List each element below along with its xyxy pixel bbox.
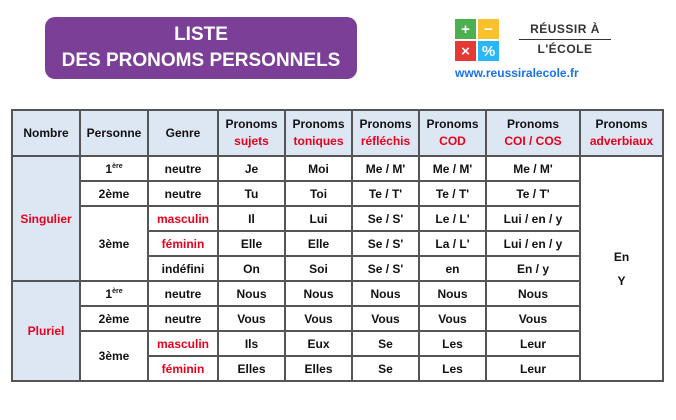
cell-genre: indéfini <box>149 257 217 280</box>
cell-coi: Lui / en / y <box>487 207 579 230</box>
cell-tonique: Vous <box>286 307 351 330</box>
table-row <box>13 157 662 180</box>
logo-divider <box>519 39 611 40</box>
header-adverbiaux-top: Pronoms <box>595 117 648 131</box>
cell-coi: Vous <box>487 307 579 330</box>
header-cod-top: Pronoms <box>426 117 479 131</box>
cell-genre: neutre <box>149 307 217 330</box>
cell-reflechi: Me / M' <box>353 157 418 180</box>
cell-coi: En / y <box>487 257 579 280</box>
header-reflechis-top: Pronoms <box>359 117 412 131</box>
cell-tonique: Moi <box>286 157 351 180</box>
cell-coi: Te / T' <box>487 182 579 205</box>
header-reflechis-bottom: réfléchis <box>360 134 411 148</box>
header-reflechis <box>353 111 418 155</box>
cell-sujet: Je <box>219 157 284 180</box>
cell-coi: Lui / en / y <box>487 232 579 255</box>
logo-name <box>515 21 615 58</box>
title-line-2: DES PRONOMS PERSONNELS <box>61 50 341 71</box>
cell-genre: masculin <box>149 332 217 355</box>
cell-reflechi: Se / S' <box>353 207 418 230</box>
cell-tonique: Lui <box>286 207 351 230</box>
cell-reflechi: Vous <box>353 307 418 330</box>
logo-url: www.reussiralecole.fr <box>455 66 579 80</box>
pronouns-table <box>11 109 664 382</box>
table-row <box>13 182 662 205</box>
cell-reflechi: Se <box>353 357 418 380</box>
cell-reflechi: Te / T' <box>353 182 418 205</box>
cell-cod: Les <box>420 357 485 380</box>
personne-3: 3ème <box>81 207 147 280</box>
cell-sujet: Elles <box>219 357 284 380</box>
header-genre: Genre <box>149 111 217 155</box>
cell-genre: neutre <box>149 182 217 205</box>
header-coi-top: Pronoms <box>506 117 559 131</box>
header-row <box>13 111 662 155</box>
cell-sujet: Vous <box>219 307 284 330</box>
personne-2: 2ème <box>81 307 147 330</box>
personne-1 <box>81 282 147 305</box>
cell-sujet: Ils <box>219 332 284 355</box>
cell-sujet: Nous <box>219 282 284 305</box>
logo-grid <box>455 19 501 63</box>
cell-cod: La / L' <box>420 232 485 255</box>
title-line-1: LISTE <box>174 24 228 45</box>
header-adverbiaux <box>581 111 662 155</box>
cell-sujet: Elle <box>219 232 284 255</box>
cell-tonique: Eux <box>286 332 351 355</box>
header-adverbiaux-bottom: adverbiaux <box>589 134 654 148</box>
cell-cod: Me / M' <box>420 157 485 180</box>
percent-icon: % <box>478 41 499 61</box>
personne-1 <box>81 157 147 180</box>
cell-cod: en <box>420 257 485 280</box>
header-cod <box>420 111 485 155</box>
cell-cod: Te / T' <box>420 182 485 205</box>
header-sujets <box>219 111 284 155</box>
personne-1-sup: ère <box>112 287 123 295</box>
header-toniques <box>286 111 351 155</box>
cell-reflechi: Se / S' <box>353 232 418 255</box>
logo-name-line-2: L'ÉCOLE <box>537 42 593 56</box>
header-sujets-top: Pronoms <box>225 117 278 131</box>
cell-coi: Nous <box>487 282 579 305</box>
header-coi <box>487 111 579 155</box>
header-personne: Personne <box>81 111 147 155</box>
personne-1-base: 1 <box>105 286 113 301</box>
plus-icon: + <box>455 19 476 39</box>
table-row <box>13 282 662 305</box>
cell-sujet: On <box>219 257 284 280</box>
cell-adverbiaux <box>581 157 662 380</box>
cell-reflechi: Se <box>353 332 418 355</box>
cell-tonique: Toi <box>286 182 351 205</box>
times-icon: × <box>455 41 476 61</box>
minus-icon: − <box>478 19 499 39</box>
personne-2: 2ème <box>81 182 147 205</box>
cell-coi: Leur <box>487 357 579 380</box>
table-row <box>13 307 662 330</box>
nombre-pluriel: Pluriel <box>13 282 79 380</box>
header-coi-bottom: COI / COS <box>504 134 562 148</box>
table-row <box>13 332 662 355</box>
cell-coi: Me / M' <box>487 157 579 180</box>
cell-coi: Leur <box>487 332 579 355</box>
header-sujets-bottom: sujets <box>234 134 269 148</box>
logo-name-line-1: RÉUSSIR À <box>530 22 600 36</box>
personne-1-sup: ère <box>112 162 123 170</box>
personne-1-base: 1 <box>105 161 113 176</box>
cell-reflechi: Nous <box>353 282 418 305</box>
table-row <box>13 207 662 230</box>
cell-cod: Nous <box>420 282 485 305</box>
cell-genre: neutre <box>149 282 217 305</box>
header-toniques-bottom: toniques <box>293 134 344 148</box>
nombre-singulier: Singulier <box>13 157 79 280</box>
cell-cod: Les <box>420 332 485 355</box>
cell-cod: Le / L' <box>420 207 485 230</box>
adverbiaux-y: Y <box>617 273 626 288</box>
logo <box>455 19 615 81</box>
cell-tonique: Soi <box>286 257 351 280</box>
pronouns-table-wrap <box>11 109 664 382</box>
cell-genre: neutre <box>149 157 217 180</box>
header-cod-bottom: COD <box>439 134 466 148</box>
personne-3: 3ème <box>81 332 147 380</box>
cell-genre: féminin <box>149 232 217 255</box>
cell-tonique: Nous <box>286 282 351 305</box>
title-banner <box>45 17 357 79</box>
header-nombre: Nombre <box>13 111 79 155</box>
adverbiaux-en: En <box>613 249 630 264</box>
cell-genre: féminin <box>149 357 217 380</box>
cell-sujet: Tu <box>219 182 284 205</box>
cell-tonique: Elles <box>286 357 351 380</box>
cell-reflechi: Se / S' <box>353 257 418 280</box>
header-toniques-top: Pronoms <box>292 117 345 131</box>
cell-tonique: Elle <box>286 232 351 255</box>
cell-cod: Vous <box>420 307 485 330</box>
cell-sujet: Il <box>219 207 284 230</box>
cell-genre: masculin <box>149 207 217 230</box>
